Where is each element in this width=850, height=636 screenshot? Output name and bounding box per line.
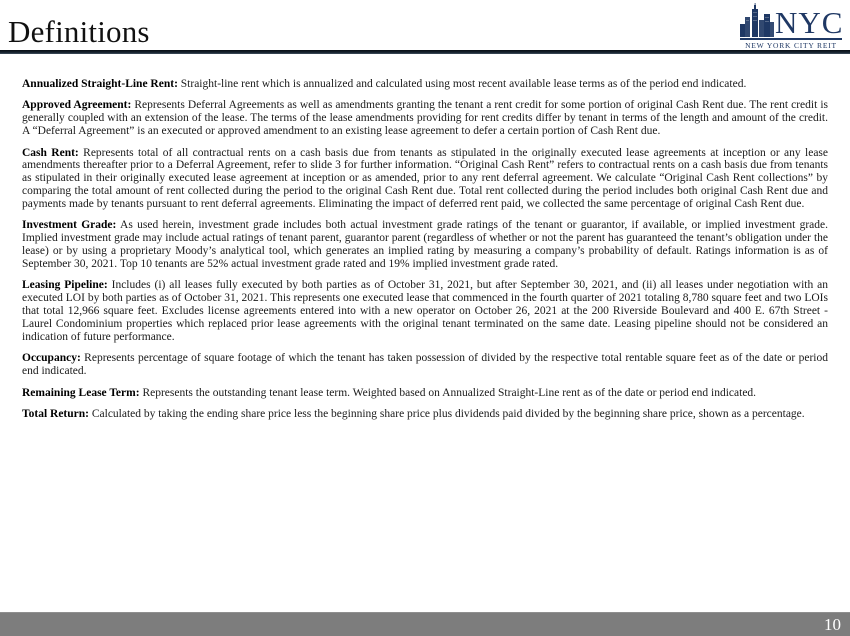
slide-footer [0,612,850,636]
definition-term: Total Return: [22,407,89,420]
definition-term: Remaining Lease Term: [22,386,140,399]
definition-annualized-straight-line-rent [22,78,828,91]
definition-term: Approved Agreement: [22,99,132,112]
skyline-icon [740,3,774,37]
definition-investment-grade [22,219,828,271]
definition-approved-agreement [22,99,828,138]
definition-text: As used herein, investment grade includes both actual investment grade ratings of the tenant or guarantor, if available, or implied investment grade. Implied investment grade may include actual ratings of tenant parent, guarantor parent (regardless of whether or not the parent has guaranteed the tenant’s obligation under the lease) or by using a proprietary Moody’s analytical tool, which generates an implied rating by measuring a company’s probability of default. Ratings information is as of September 30, 2021. Top 10 tenants are 52% actual investment grade rated and 19% implied investment grade rated. [22,219,828,270]
definition-term: Cash Rent: [22,146,79,159]
definition-text: Represents percentage of square footage of which the tenant has taken possession of divided by the respective total rentable square feet as of the date or period end indicated. [22,352,828,378]
definition-text: Calculated by taking the ending share price less the beginning share price plus dividends paid divided by the beginning share price, shown as a percentage. [88,407,805,420]
definition-remaining-lease-term [22,387,828,400]
definition-text: Represents Deferral Agreements as well as amendments granting the tenant a rent credit for some portion of original Cash Rent due. The rent credit is generally coupled with an extension of the lease. The terms of the lease amendments providing for rent credits differ by tenant in terms of the length and amount of the credit. A “Deferral Agreement” is an executed or approved amendment to an existing lease agreement to defer a certain portion of Cash Rent due. [22,99,828,138]
logo-top-row [740,3,844,41]
page-number: 10 [824,615,841,634]
logo-acronym: NYC [775,5,844,41]
definition-term: Occupancy: [22,352,81,365]
definition-term: Leasing Pipeline: [22,279,108,292]
definition-cash-rent [22,147,828,211]
definition-occupancy [22,352,828,378]
nyc-reit-logo [740,3,842,50]
definition-term: Annualized Straight-Line Rent: [22,78,178,90]
definitions-list [0,54,850,421]
logo-caption: NEW YORK CITY REIT [740,38,842,50]
definition-text: Straight-line rent which is annualized and calculated using most recent available lease terms as of the period end indicated. [177,78,747,90]
definition-leasing-pipeline [22,279,828,343]
definition-text: Represents total of all contractual rents on a cash basis due from tenants as stipulated in the originally executed lease agreements at inception or any lease amendments thereafter prior to a Deferral Agreement, refer to slide 3 for further information. “Original Cash Rent” refers to contractual rents on a cash basis due from tenants as stipulated in their originally executed lease agreement at inception or as amended, prior to any rent deferral agreement. We calculate “Original Cash Rent collections” by comparing the total amount of rent collected during the period to the original Cash Rent due. Total rent collected during the period includes both original Cash Rent due and payments made by tenants pursuant to rent deferral agreements. Eliminating the impact of deferred rent paid, we collected the same percentage of original Cash Rent due. [22,146,829,210]
definition-text: Includes (i) all leases fully executed by both parties as of October 31, 2021, but after September 30, 2021, and (ii) all leases under negotiation with an executed LOI by both parties as of October 31, 2021. This represents one executed lease that commenced in the fourth quarter of 2021 totaling 8,780 square feet and two LOIs that total 12,966 square feet. Excludes license agreements entered into with a new operator on October 26, 2021 at the 200 Riverside Boulevard and 400 E. 67th Street - Laurel Condominium properties which replaced prior lease agreements with the original tenant terminated on the same date. Leasing pipeline should not be considered an indication of future performance. [22,279,828,343]
slide-header [0,0,850,50]
page-title: Definitions [8,14,150,50]
definition-total-return [22,408,828,421]
definition-term: Investment Grade: [22,219,117,232]
definition-text: Represents the outstanding tenant lease term. Weighted based on Annualized Straight-Line rent as of the date or period end indicated. [139,386,757,399]
